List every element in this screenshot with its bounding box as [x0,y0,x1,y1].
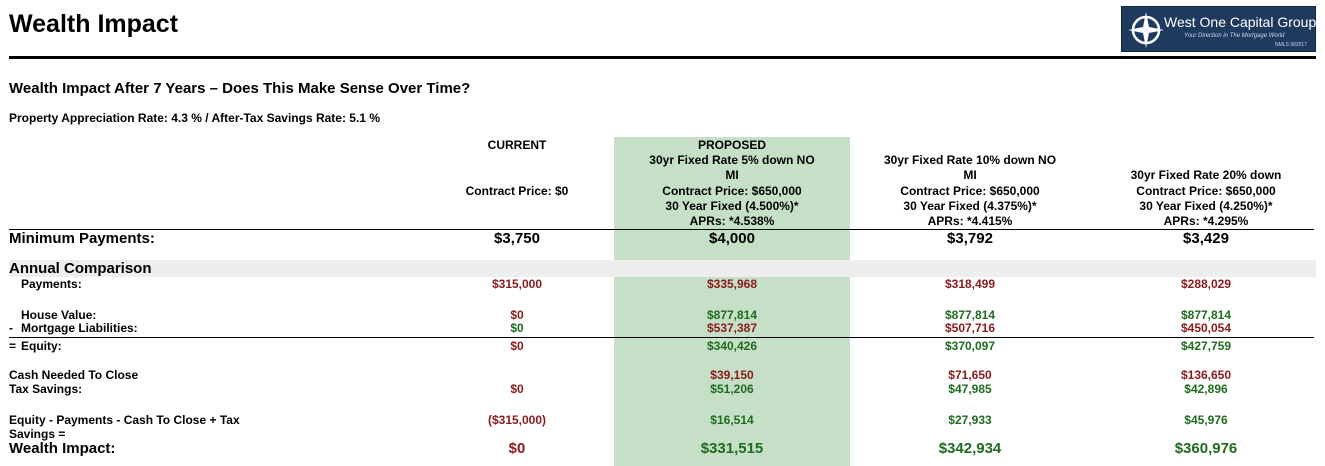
equity-divider [9,337,1314,338]
company-logo [1121,6,1316,52]
page-title: Wealth Impact [9,10,179,38]
value-formula-result: $45,976 [1184,413,1228,427]
value-payments: $315,000 [491,277,543,291]
value-minimum-payments: $3,792 [947,230,993,247]
rates-line: Property Appreciation Rate: 4.3 % / After-Tax Savings Rate: 5.1 % [9,111,380,125]
column-price-current: Contract Price: $0 [465,184,569,198]
column-price: Contract Price: $650,000 [1136,184,1276,198]
value-equity: $340,426 [706,339,758,353]
column-price: Contract Price: $650,000 [900,184,1040,198]
value-formula-result: $16,514 [710,413,754,427]
column-plan-line2: MI [963,168,977,182]
value-mortgage-liabilities: $0 [510,321,524,335]
column-plan-line1: 30yr Fixed Rate 5% down NO [649,153,815,167]
row-label-formula-line2: Savings = [9,427,66,441]
value-equity: $427,759 [1180,339,1232,353]
value-equity: $370,097 [944,339,996,353]
value-formula-result: ($315,000) [487,413,547,427]
row-label-tax-savings: Tax Savings: [9,382,83,396]
value-payments: $318,499 [944,277,996,291]
value-wealth-impact: $0 [508,440,526,457]
logo-company-name: West One Capital Group [1164,14,1317,30]
column-plan-line2: MI [725,168,739,182]
minus-sign: - [9,321,13,335]
value-formula-result: $27,933 [948,413,992,427]
value-wealth-impact: $342,934 [938,440,1002,457]
value-tax-savings: $0 [510,382,524,396]
header-divider [9,56,1316,59]
column-loan: 30 Year Fixed (4.500%)* [665,199,799,213]
column-plan-line2: 30yr Fixed Rate 20% down [1130,168,1282,182]
column-loan: 30 Year Fixed (4.250%)* [1139,199,1273,213]
row-label-payments: Payments: [21,277,82,291]
row-label-minimum-payments: Minimum Payments: [9,230,155,247]
equals-sign: = [9,339,17,353]
row-label-wealth-impact: Wealth Impact: [9,440,116,457]
row-label-mortgage-liabilities: Mortgage Liabilities: [21,321,138,335]
value-payments: $335,968 [706,277,758,291]
row-label-house-value: House Value: [21,308,97,322]
value-tax-savings: $42,896 [1184,382,1228,396]
row-label-cash-needed: Cash Needed To Close [9,368,139,382]
column-apr: APRs: *4.415% [927,214,1013,228]
value-tax-savings: $47,985 [948,382,992,396]
value-wealth-impact: $360,976 [1174,440,1238,457]
column-apr: APRs: *4.295% [1163,214,1249,228]
value-house-value: $877,814 [706,308,758,322]
report-subtitle: Wealth Impact After 7 Years – Does This Make Sense Over Time? [9,80,471,97]
logo-nmls: NMLS 982017 [1275,42,1307,48]
column-plan-line1: 30yr Fixed Rate 10% down NO [883,153,1057,167]
value-cash-needed: $71,650 [948,368,992,382]
column-price: Contract Price: $650,000 [662,184,802,198]
row-label-equity: Equity: [21,339,62,353]
header-row-divider [9,229,1314,230]
column-apr: APRs: *4.538% [689,214,775,228]
value-minimum-payments: $3,429 [1183,230,1229,247]
value-mortgage-liabilities: $537,387 [706,321,758,335]
section-annual-comparison: Annual Comparison [9,260,152,277]
value-house-value: $877,814 [944,308,996,322]
column-loan: 30 Year Fixed (4.375%)* [903,199,1037,213]
value-mortgage-liabilities: $507,716 [944,321,996,335]
value-house-value: $877,814 [1180,308,1232,322]
annual-comparison-band [9,260,1316,277]
value-equity: $0 [510,339,524,353]
value-minimum-payments: $4,000 [709,230,755,247]
value-house-value: $0 [510,308,524,322]
compass-w-icon [1127,11,1165,49]
value-cash-needed: $39,150 [710,368,754,382]
row-label-formula-line1: Equity - Payments - Cash To Close + Tax [9,413,240,427]
column-heading-current: CURRENT [487,138,547,152]
value-tax-savings: $51,206 [710,382,754,396]
value-payments: $288,029 [1180,277,1232,291]
column-heading-proposed: PROPOSED [697,138,766,152]
logo-tagline: Your Direction in The Mortgage World [1184,33,1285,39]
value-wealth-impact: $331,515 [700,440,764,457]
value-cash-needed: $136,650 [1180,368,1232,382]
value-minimum-payments: $3,750 [494,230,540,247]
value-mortgage-liabilities: $450,054 [1180,321,1232,335]
